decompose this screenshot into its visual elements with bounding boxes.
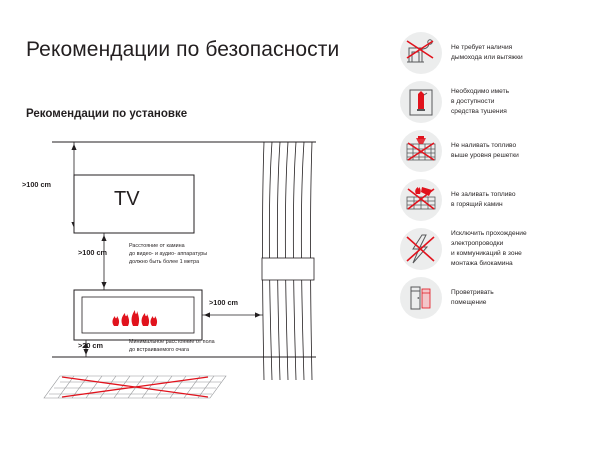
safety-rules-list — [400, 32, 590, 326]
page-title: Рекомендации по безопасности — [26, 38, 340, 61]
chimney-not-required-icon — [400, 32, 442, 74]
note-tv-line-1: Расстояние от камина — [129, 243, 185, 249]
installation-diagram — [22, 130, 356, 420]
diagram-drawing — [26, 130, 356, 420]
rule-line: помещение — [451, 299, 487, 306]
rule-line: и коммуникаций в зоне — [451, 250, 522, 257]
dimension-floor-label: >20 cm — [78, 341, 103, 350]
rule-line: Необходимо иметь — [451, 87, 510, 95]
dimension-tv-label: >100 cm — [78, 248, 108, 257]
rule-text — [451, 229, 527, 270]
note-floor-line-2: до встраиваемого очага — [129, 346, 189, 353]
rule-text — [451, 43, 523, 63]
rule-line: Не требует наличия — [451, 43, 513, 51]
section-subtitle: Рекомендации по установке — [26, 108, 188, 120]
rule-line: средства тушения — [451, 108, 507, 116]
note-tv — [129, 243, 207, 266]
ventilate-room-icon — [400, 277, 442, 319]
rule-item — [400, 130, 590, 172]
rule-line: Не наливать топливо — [451, 141, 517, 149]
dimension-left-label: >100 cm — [22, 180, 52, 189]
no-wiring-icon — [400, 228, 442, 270]
rule-item — [400, 81, 590, 123]
note-tv-line-2: до видео- и аудио- аппаратуры — [129, 250, 208, 257]
rule-item — [400, 228, 590, 270]
fire-extinguisher-icon — [400, 81, 442, 123]
rule-text — [451, 190, 516, 210]
rule-item — [400, 179, 590, 221]
rule-line: выше уровня решетки — [451, 152, 519, 159]
fuel-level-grate-icon — [400, 130, 442, 172]
rule-line: электропроводки — [451, 239, 504, 247]
rule-line: монтажа биокамина — [451, 260, 513, 268]
rule-text — [451, 87, 509, 118]
rule-line: Не заливать топливо — [451, 190, 516, 198]
rule-line: Проветривать — [451, 288, 494, 296]
rule-line: в доступности — [451, 97, 495, 105]
rule-line: в горящий камин — [451, 201, 503, 208]
note-floor — [129, 339, 215, 355]
rule-text — [451, 288, 494, 308]
note-floor-line-1: Минимальное расстояние от пола — [129, 339, 215, 345]
dimension-right-label: >100 cm — [209, 298, 239, 307]
tv-label: TV — [114, 188, 140, 210]
rule-text — [451, 141, 519, 161]
rule-item — [400, 32, 590, 74]
rule-line: дымохода или вытяжки — [451, 54, 523, 61]
rule-item — [400, 277, 590, 319]
rule-line: Исключить прохождение — [451, 229, 527, 237]
no-refuel-burning-icon — [400, 179, 442, 221]
note-tv-line-3: должно быть более 1 метра — [129, 258, 200, 265]
